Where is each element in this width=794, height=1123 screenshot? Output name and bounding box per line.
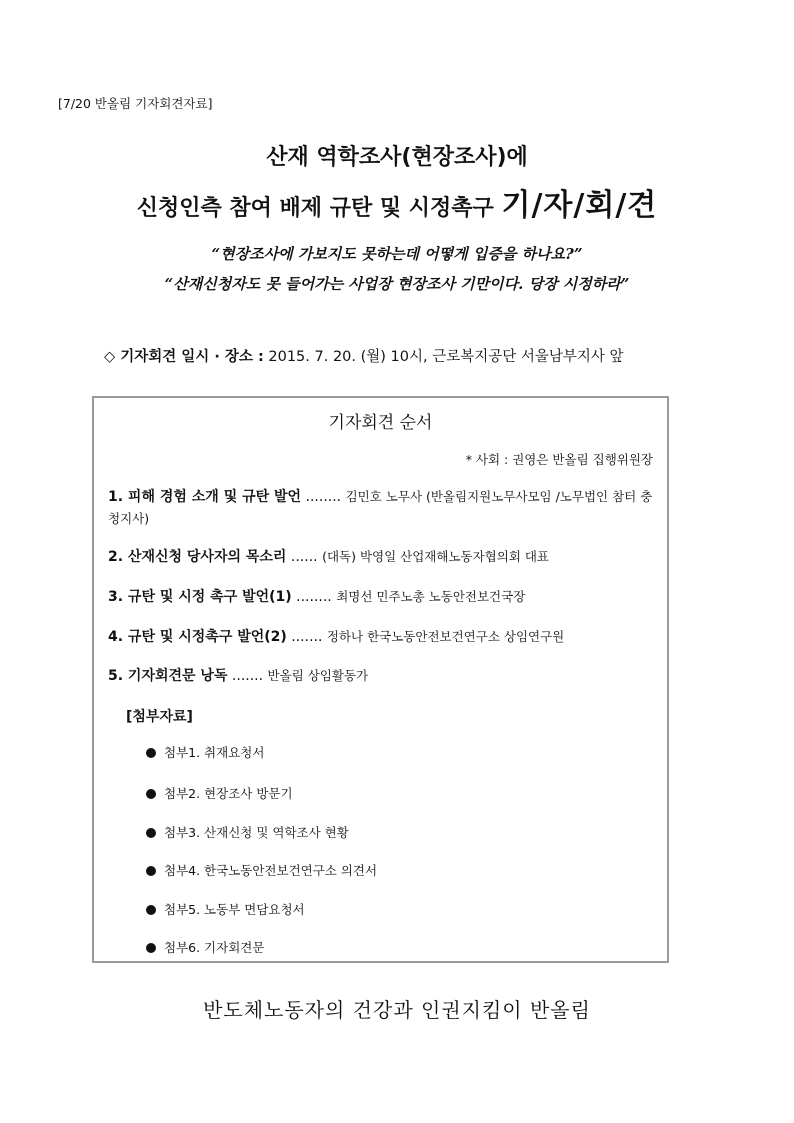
- attachment-label: 첨부5. 노동부 면담요청서: [164, 902, 305, 917]
- attachments-heading: [첨부자료]: [126, 709, 193, 725]
- program-item-speaker: (대독) 박영일 산업재해노동자협의회 대표: [322, 549, 550, 564]
- program-title: 기자회견 순서: [328, 413, 433, 433]
- program-item-dots: ........: [301, 489, 346, 505]
- event-info-value: 2015. 7. 20. (월) 10시, 근로복지공단 서울남부지사 앞: [263, 349, 624, 365]
- attachment-item: [146, 861, 377, 879]
- bullet-icon: [146, 748, 156, 758]
- program-item-2: [108, 546, 656, 568]
- attachment-label: 첨부3. 산재신청 및 역학조사 현황: [164, 825, 349, 840]
- attachment-item: [146, 743, 264, 761]
- program-item-5: [108, 665, 656, 687]
- program-item-label: 3. 규탄 및 시정 촉구 발언(1): [108, 589, 292, 605]
- bullet-icon: [146, 866, 156, 876]
- title-line-2: [0, 180, 794, 224]
- title-line-2-text: 신청인측 참여 배제 규탄 및 시정촉구: [136, 196, 494, 221]
- bullet-icon: [146, 828, 156, 838]
- attachment-label: 첨부1. 취재요청서: [164, 745, 265, 760]
- bullet-icon: [146, 905, 156, 915]
- program-item-dots: .......: [286, 629, 327, 645]
- program-item-label: 1. 피해 경험 소개 및 규탄 발언: [108, 489, 302, 505]
- document-tag: [7/20 반올림 기자회견자료]: [58, 96, 213, 111]
- program-item-speaker: 정하나 한국노동안전보건연구소 상임연구원: [326, 629, 565, 644]
- program-item-speaker: 김민호 노무사 (반올림지원노무사모임 /노무법인 참터 충청지사): [108, 489, 653, 526]
- attachment-label: 첨부6. 기자회견문: [164, 940, 265, 955]
- bullet-icon: [146, 789, 156, 799]
- program-item-3: [108, 586, 656, 608]
- program-item-4: [108, 626, 656, 648]
- attachment-label: 첨부4. 한국노동안전보건연구소 의견서: [164, 863, 378, 878]
- slogan-quote-2: “산재신청자도 못 들어가는 사업장 현장조사 기만이다. 당장 시정하라”: [164, 275, 630, 293]
- program-item-speaker: 반올림 상임활동가: [267, 668, 369, 683]
- program-item-label: 5. 기자회견문 낭독: [108, 668, 228, 684]
- event-info: [104, 345, 624, 366]
- attachment-item: [146, 823, 349, 841]
- attachment-item: [146, 784, 293, 802]
- program-item-label: 2. 산재신청 당사자의 목소리: [108, 549, 287, 565]
- program-mc: * 사회 : 권영은 반올림 집행위원장: [465, 452, 653, 467]
- slogan-quote-1: “현장조사에 가보지도 못하는데 어떻게 입증을 하나요?”: [211, 245, 583, 263]
- organization-footer: 반도체노동자의 건강과 인권지킴이 반올림: [203, 998, 591, 1022]
- attachment-label: 첨부2. 현장조사 방문기: [164, 786, 293, 801]
- program-item-label: 4. 규탄 및 시정촉구 발언(2): [108, 629, 287, 645]
- program-item-speaker: 최명선 민주노총 노동안전보건국장: [336, 589, 526, 604]
- attachment-item: [146, 900, 305, 918]
- program-item-dots: .......: [227, 668, 268, 684]
- program-item-1: [108, 486, 656, 530]
- program-item-dots: ........: [291, 589, 337, 605]
- program-box: [92, 396, 669, 963]
- title-press-conference: 기/자/회/견: [501, 188, 658, 223]
- title-line-1: 산재 역학조사(현장조사)에: [266, 145, 528, 170]
- bullet-icon: [146, 943, 156, 953]
- event-info-label: ◇ 기자회견 일시 · 장소 :: [104, 349, 264, 365]
- attachment-item: [146, 938, 264, 956]
- program-item-dots: ......: [286, 549, 323, 565]
